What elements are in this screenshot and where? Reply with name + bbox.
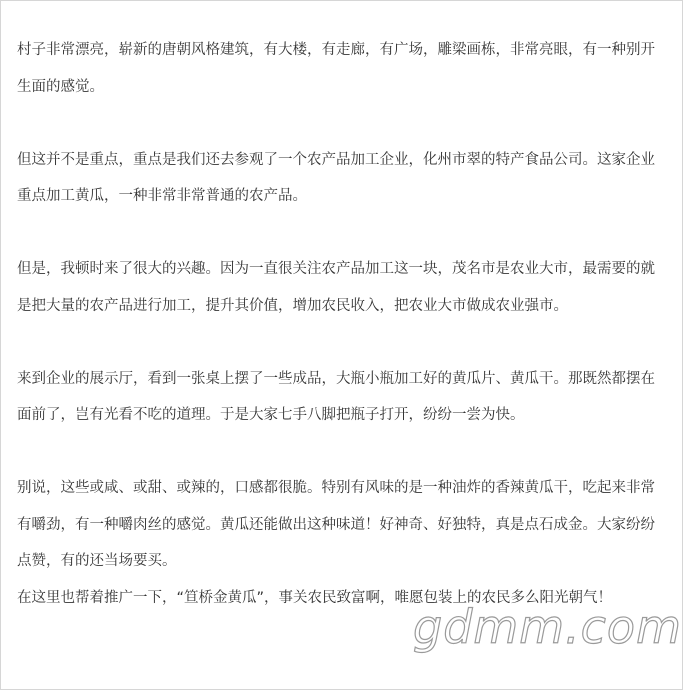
paragraph-village: 村子非常漂亮，崭新的唐朝风格建筑，有大楼，有走廊，有广场，雕梁画栋，非常亮眼，有一种别开生面的感觉。 xyxy=(17,42,655,95)
paragraph-gap xyxy=(17,324,663,361)
paragraph-interest: 但是，我顿时来了很大的兴趣。因为一直很关注农产品加工这一块，茂名市是农业大市，最需要的就是把大量的农产品进行加工，提升其价值，增加农民收入，把农业大市做成农业强市。 xyxy=(17,261,655,314)
paragraph-gap xyxy=(17,215,663,252)
paragraph-gap xyxy=(17,434,663,471)
article-body xyxy=(17,32,663,616)
paragraph-company-visit: 但这并不是重点，重点是我们还去参观了一个农产品加工企业，化州市翠的特产食品公司。这家企业重点加工黄瓜，一种非常非常普通的农产品。 xyxy=(17,151,655,204)
site-watermark: gdmm.com xyxy=(413,600,682,654)
paragraph-showroom: 来到企业的展示厅，看到一张桌上摆了一些成品，大瓶小瓶加工好的黄瓜片、黄瓜干。那既然都摆在面前了，岂有光看不吃的道理。于是大家七手八脚把瓶子打开，纷纷一尝为快。 xyxy=(17,370,655,423)
paragraph-gap xyxy=(17,105,663,142)
paragraph-taste: 别说，这些或咸、或甜、或辣的，口感都很脆。特别有风味的是一种油炸的香辣黄瓜干，吃起来非常有嚼劲，有一种嚼肉丝的感觉。黄瓜还能做出这种味道！好神奇、好独特，真是点石成金。大家纷纷点赞，有的还当场要买。 xyxy=(17,480,655,569)
paragraph-promotion: 在这里也帮着推广一下，“笪桥金黄瓜”，事关农民致富啊，唯愿包装上的农民多么阳光朝气！ xyxy=(17,589,613,606)
